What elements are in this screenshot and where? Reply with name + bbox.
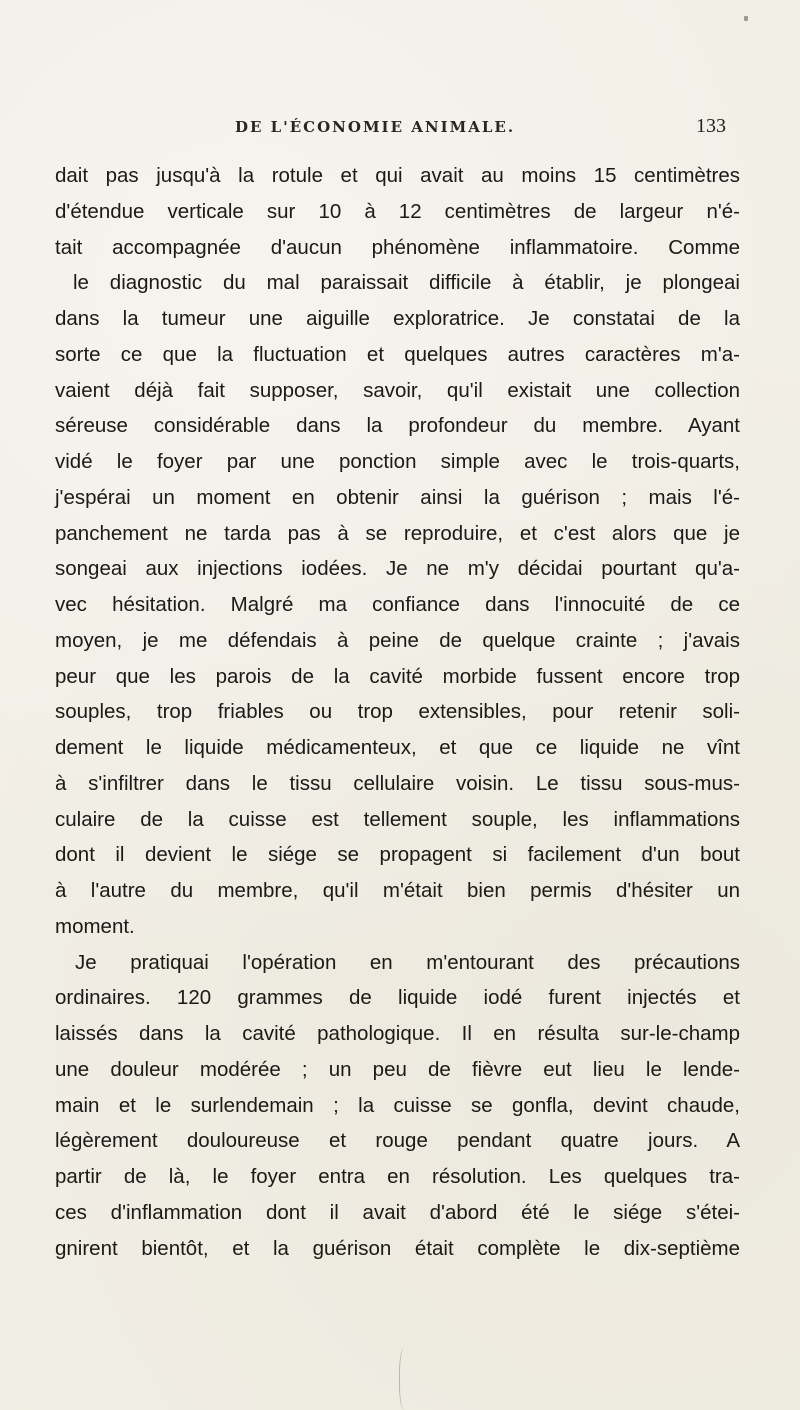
paragraph-start-line: Je pratiquai l'opération en m'entourant des précautions [75,950,740,974]
running-head: DE L'ÉCONOMIE ANIMALE. [234,118,516,136]
text-line: songeai aux injections iodées. Je ne m'y décidai pourtant qu'a- [55,557,740,581]
text-line: souples, trop friables ou trop extensibles, pour retenir soli- [55,700,740,724]
text-line: main et le surlendemain ; la cuisse se gonfla, devint chaude, [55,1093,740,1117]
text-line: vaient déjà fait supposer, savoir, qu'il existait une collection [55,378,740,402]
text-line: séreuse considérable dans la profondeur du membre. Ayant [55,414,740,438]
text-line: moyen, je me défendais à peine de quelque crainte ; j'avais [55,628,740,652]
text-line: vidé le foyer par une ponction simple avec le trois-quarts, [55,450,740,473]
text-line: légèrement douloureuse et rouge pendant quatre jours. A [55,1129,740,1153]
page-crease-mark [399,1348,412,1410]
text-line: j'espérai un moment en obtenir ainsi la guérison ; mais l'é- [55,485,740,509]
page-header [100,115,730,150]
text-line: tait accompagnée d'aucun phénomène inflammatoire. Comme [55,235,740,259]
text-line: à s'infiltrer dans le tissu cellulaire voisin. Le tissu sous-mus- [55,771,740,795]
text-line: sorte ce que la fluctuation et quelques autres caractères m'a- [55,342,740,366]
paragraph-end-line: moment. [55,914,135,938]
body-text [55,158,740,1266]
text-line: peur que les parois de la cavité morbide fussent encore trop [55,664,740,688]
text-line: ces d'inflammation dont il avait d'abord été le siége s'étei- [55,1200,740,1224]
text-line: dont il devient le siége se propagent si facilement d'un bout [55,843,740,867]
text-line: ordinaires. 120 grammes de liquide iodé furent injectés et [55,986,740,1010]
text-line: dait pas jusqu'à la rotule et qui avait au moins 15 centimètres [55,164,740,187]
text-line: vec hésitation. Malgré ma confiance dans l'innocuité de ce [55,593,740,616]
text-line: une douleur modérée ; un peu de fièvre eut lieu le lende- [55,1057,740,1081]
text-line: partir de là, le foyer entra en résolution. Les quelques tra- [55,1165,740,1188]
text-line: panchement ne tarda pas à se reproduire, et c'est alors que je [55,521,740,545]
text-line: gnirent bientôt, et la guérison était complète le dix-septième [55,1236,740,1260]
text-line: d'étendue verticale sur 10 à 12 centimètres de largeur n'é- [55,199,740,223]
text-line: culaire de la cuisse est tellement souple, les inflammations [55,807,740,831]
text-line: dement le liquide médicamenteux, et que ce liquide ne vînt [55,736,740,759]
text-line: à l'autre du membre, qu'il m'était bien permis d'hésiter un [55,879,740,902]
page-number: 133 [696,115,726,137]
text-line: le diagnostic du mal paraissait difficile à établir, je plongeai [73,271,740,295]
text-line: dans la tumeur une aiguille exploratrice. Je constatai de la [55,307,740,330]
text-line: laissés dans la cavité pathologique. Il en résulta sur-le-champ [55,1022,740,1045]
ink-speck [744,16,748,21]
